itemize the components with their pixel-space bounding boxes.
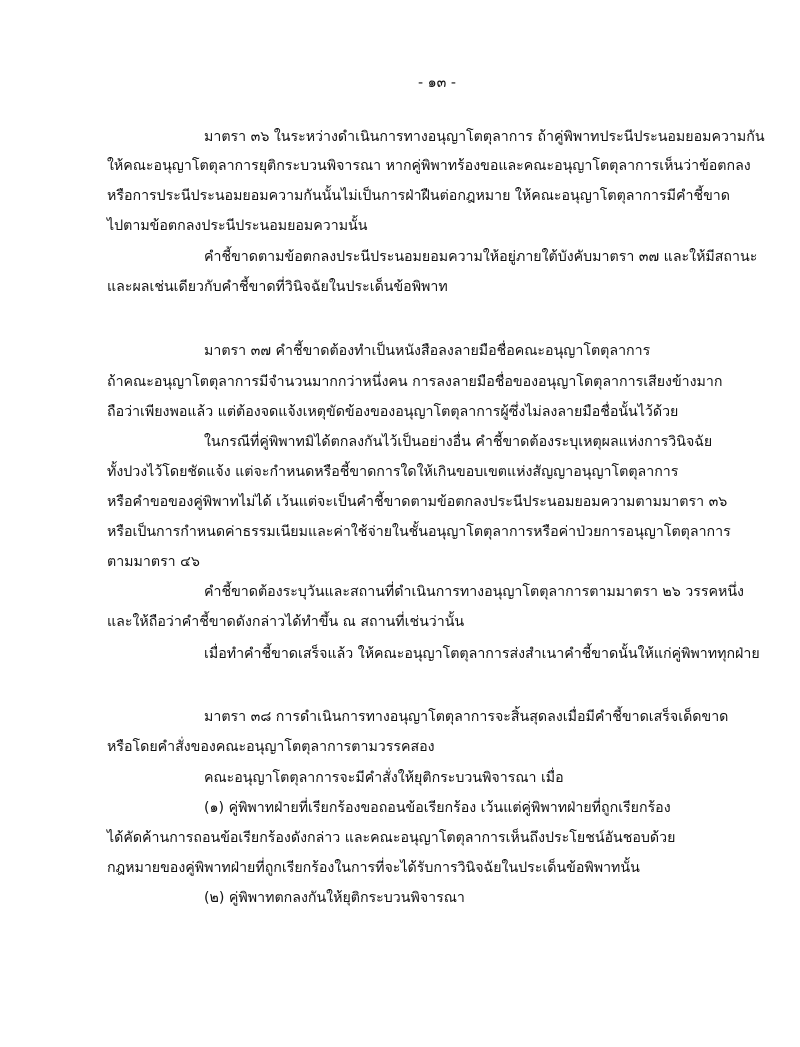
section-36-line-3: หรือการประนีประนอมยอมความกันนั้นไม่เป็นการฝ่าฝืนต่อกฎหมาย ให้คณะอนุญาโตตุลาการมีคำชี้ขาด	[107, 188, 730, 204]
section-36-line-2: ให้คณะอนุญาโตตุลาการยุติกระบวนพิจารณา หากคู่พิพาทร้องขอและคณะอนุญาโตตุลาการเห็นว่าข้อตกลง	[107, 158, 751, 174]
section-37-para3-line-2: และให้ถือว่าคำชี้ขาดดังกล่าวได้ทำขึ้น ณ สถานที่เช่นว่านั้น	[107, 614, 465, 630]
section-38-item1-line-3: กฎหมายของคู่พิพาทฝ่ายที่ถูกเรียกร้องในการที่จะได้รับการวินิจฉัยในประเด็นข้อพิพาทนั้น	[107, 860, 640, 876]
section-38-item1-line-1: (๑) คู่พิพาทฝ่ายที่เรียกร้องขอถอนข้อเรียกร้อง เว้นแต่คู่พิพาทฝ่ายที่ถูกเรียกร้อง	[204, 800, 671, 816]
section-38-line-2: หรือโดยคำสั่งของคณะอนุญาโตตุลาการตามวรรคสอง	[107, 739, 435, 755]
section-37-para2-line-2: ทั้งปวงไว้โดยชัดแจ้ง แต่จะกำหนดหรือชี้ขาดการใดให้เกินขอบเขตแห่งสัญญาอนุญาโตตุลาการ	[107, 464, 679, 480]
section-38-line-1: มาตรา ๓๘ การดำเนินการทางอนุญาโตตุลาการจะสิ้นสุดลงเมื่อมีคำชี้ขาดเสร็จเด็ดขาด	[204, 709, 729, 725]
section-38-para2-line-1: คณะอนุญาโตตุลาการจะมีคำสั่งให้ยุติกระบวนพิจารณา เมื่อ	[204, 770, 564, 786]
section-36-line-1: มาตรา ๓๖ ในระหว่างดำเนินการทางอนุญาโตตุลาการ ถ้าคู่พิพาทประนีประนอมยอมความกัน	[204, 129, 765, 145]
section-37-line-3: ถือว่าเพียงพอแล้ว แต่ต้องจดแจ้งเหตุขัดข้องของอนุญาโตตุลาการผู้ซึ่งไม่ลงลายมือชื่อนั้นไว้ด้วย	[107, 404, 679, 420]
section-37-line-1: มาตรา ๓๗ คำชี้ขาดต้องทำเป็นหนังสือลงลายมือชื่อคณะอนุญาโตตุลาการ	[204, 343, 651, 359]
section-36-para2-line-1: คำชี้ขาดตามข้อตกลงประนีประนอมยอมความให้อยู่ภายใต้บังคับมาตรา ๓๗ และให้มีสถานะ	[204, 249, 758, 265]
section-37-para2-line-3: หรือคำขอของคู่พิพาทไม่ได้ เว้นแต่จะเป็นคำชี้ขาดตามข้อตกลงประนีประนอมยอมความตามมาตรา ๓๖	[107, 494, 728, 510]
section-38-item1-line-2: ได้คัดค้านการถอนข้อเรียกร้องดังกล่าว และคณะอนุญาโตตุลาการเห็นถึงประโยชน์อันชอบด้วย	[107, 830, 676, 846]
section-36-para2-line-2: และผลเช่นเดียวกับคำชี้ขาดที่วินิจฉัยในประเด็นข้อพิพาท	[107, 279, 448, 295]
section-36-line-4: ไปตามข้อตกลงประนีประนอมยอมความนั้น	[107, 218, 368, 234]
section-37-para2-line-5: ตามมาตรา ๔๖	[107, 554, 200, 570]
section-37-para2-line-1: ในกรณีที่คู่พิพาทมิได้ตกลงกันไว้เป็นอย่างอื่น คำชี้ขาดต้องระบุเหตุผลแห่งการวินิจฉัย	[204, 434, 713, 450]
section-37-para3-line-1: คำชี้ขาดต้องระบุวันและสถานที่ดำเนินการทางอนุญาโตตุลาการตามมาตรา ๒๖ วรรคหนึ่ง	[204, 584, 744, 600]
section-38-item2-line-1: (๒) คู่พิพาทตกลงกันให้ยุติกระบวนพิจารณา	[204, 890, 465, 906]
page-number: - ๑๓ -	[418, 75, 456, 91]
section-37-para4-line-1: เมื่อทำคำชี้ขาดเสร็จแล้ว ให้คณะอนุญาโตตุลาการส่งสำเนาคำชี้ขาดนั้นให้แก่คู่พิพาททุกฝ่าย	[204, 646, 760, 662]
section-37-line-2: ถ้าคณะอนุญาโตตุลาการมีจำนวนมากกว่าหนึ่งคน การลงลายมือชื่อของอนุญาโตตุลาการเสียงข้างมาก	[107, 374, 723, 390]
section-37-para2-line-4: หรือเป็นการกำหนดค่าธรรมเนียมและค่าใช้จ่ายในชั้นอนุญาโตตุลาการหรือค่าป่วยการอนุญาโตตุลาการ	[107, 524, 731, 540]
